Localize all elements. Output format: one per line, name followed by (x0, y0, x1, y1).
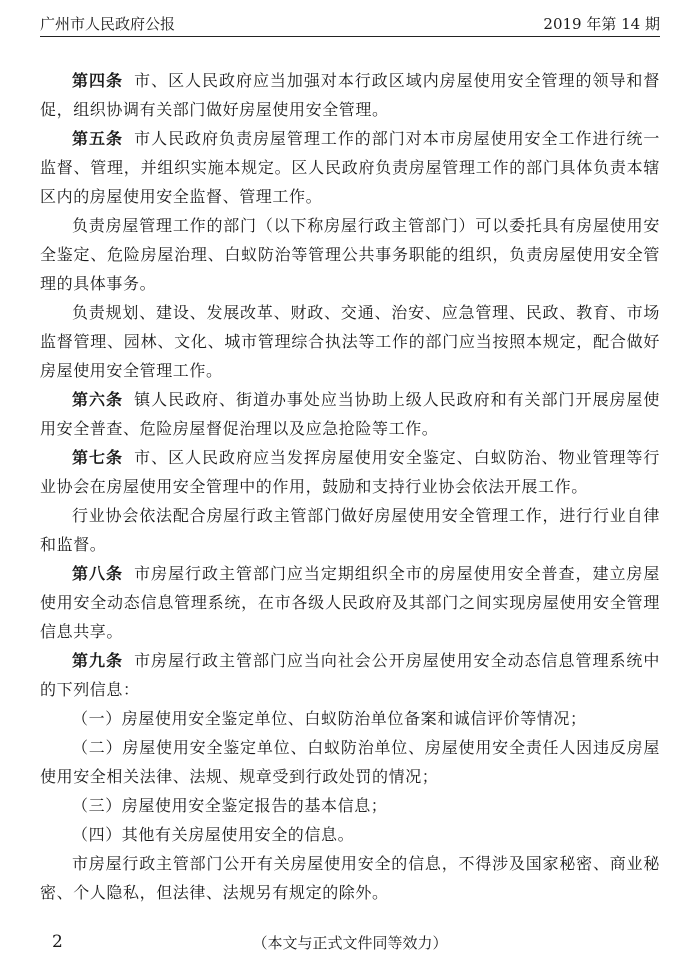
validity-note: （本文与正式文件同等效力） (252, 934, 448, 952)
list-item-text: （四）其他有关房屋使用安全的信息。 (72, 825, 355, 844)
page-footer (40, 930, 660, 952)
article-heading: 第八条 (72, 564, 123, 583)
article-text: 市房屋行政主管部门应当定期组织全市的房屋使用安全普查，建立房屋使用安全动态信息管理系统，在市各级人民政府及其部门之间实现房屋使用安全管理信息共享。 (40, 564, 660, 641)
article-5-para-3 (40, 298, 660, 385)
article-9-item-3 (40, 791, 660, 820)
article-7-para-2 (40, 501, 660, 559)
article-9 (40, 646, 660, 704)
article-text: 市、区人民政府应当发挥房屋使用安全鉴定、白蚁防治、物业管理等行业协会在房屋使用安全管理中的作用，鼓励和支持行业协会依法开展工作。 (40, 448, 660, 496)
article-9-item-2 (40, 733, 660, 791)
page-header (40, 10, 660, 37)
article-heading: 第六条 (72, 390, 123, 409)
article-7 (40, 443, 660, 501)
page-number: 2 (52, 932, 63, 952)
article-9-item-4 (40, 820, 660, 849)
article-5 (40, 124, 660, 211)
article-heading: 第九条 (72, 651, 123, 670)
article-text: 市房屋行政主管部门应当向社会公开房屋使用安全动态信息管理系统中的下列信息： (40, 651, 660, 699)
paragraph-text: 市房屋行政主管部门公开有关房屋使用安全的信息，不得涉及国家秘密、商业秘密、个人隐私，但法律、法规另有规定的除外。 (40, 854, 660, 902)
paragraph-text: 行业协会依法配合房屋行政主管部门做好房屋使用安全管理工作，进行行业自律和监督。 (40, 506, 660, 554)
article-heading: 第七条 (72, 448, 123, 467)
article-9-item-1 (40, 704, 660, 733)
list-item-text: （三）房屋使用安全鉴定报告的基本信息； (72, 796, 388, 815)
paragraph-text: 负责规划、建设、发展改革、财政、交通、治安、应急管理、民政、教育、市场监督管理、园林、文化、城市管理综合执法等工作的部门应当按照本规定，配合做好房屋使用安全管理工作。 (40, 303, 660, 380)
article-text: 市人民政府负责房屋管理工作的部门对本市房屋使用安全工作进行统一监督、管理，并组织实施本规定。区人民政府负责房屋管理工作的部门具体负责本辖区内的房屋使用安全监督、管理工作。 (40, 129, 660, 206)
paragraph-text: 负责房屋管理工作的部门（以下称房屋行政主管部门）可以委托具有房屋使用安全鉴定、危险房屋治理、白蚁防治等管理公共事务职能的组织，负责房屋使用安全管理的具体事务。 (40, 216, 660, 293)
article-heading: 第五条 (72, 129, 123, 148)
list-item-text: （一）房屋使用安全鉴定单位、白蚁防治单位备案和诚信评价等情况； (72, 709, 587, 728)
article-heading: 第四条 (72, 71, 123, 90)
article-6 (40, 385, 660, 443)
article-text: 镇人民政府、街道办事处应当协助上级人民政府和有关部门开展房屋使用安全普查、危险房屋督促治理以及应急抢险等工作。 (40, 390, 660, 438)
document-body (40, 66, 660, 907)
article-5-para-2 (40, 211, 660, 298)
article-9-closing (40, 849, 660, 907)
issue-number: 2019 年第 14 期 (543, 15, 660, 33)
article-4 (40, 66, 660, 124)
publication-title: 广州市人民政府公报 (40, 15, 176, 33)
list-item-text: （二）房屋使用安全鉴定单位、白蚁防治单位、房屋使用安全责任人因违反房屋使用安全相关法律、法规、规章受到行政处罚的情况； (40, 738, 660, 786)
article-text: 市、区人民政府应当加强对本行政区域内房屋使用安全管理的领导和督促，组织协调有关部门做好房屋使用安全管理。 (40, 71, 660, 119)
article-8 (40, 559, 660, 646)
